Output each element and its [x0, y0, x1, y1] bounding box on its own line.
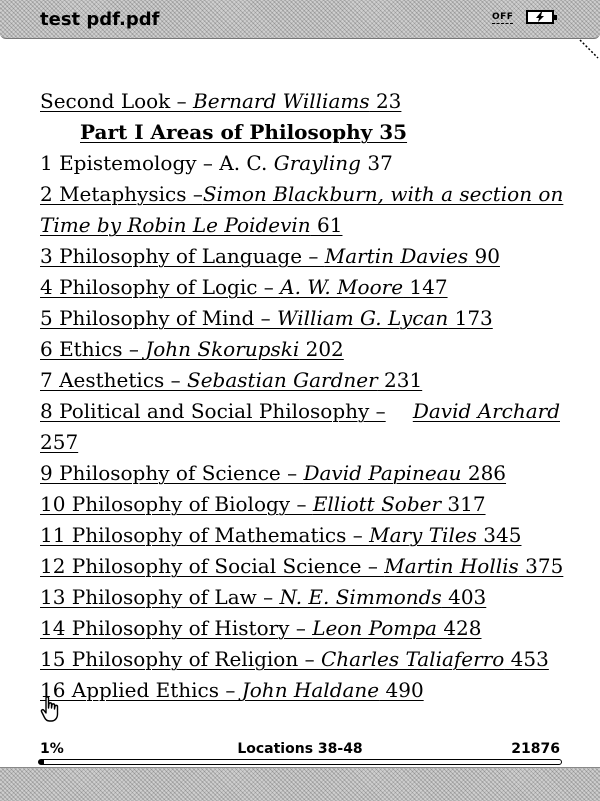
toc-entry[interactable] — [40, 520, 560, 551]
toc-entry[interactable] — [40, 396, 560, 427]
toc-author: Mary Tiles — [369, 523, 477, 547]
toc-text: 11 Philosophy of Mathematics – — [40, 523, 370, 547]
toc-entry[interactable] — [40, 644, 560, 675]
toc-author: John Haldane — [241, 678, 380, 702]
toc-text: 23 — [369, 89, 402, 113]
toc-text: 5 Philosophy of Mind – — [40, 306, 277, 330]
toc-text: 317 — [441, 492, 486, 516]
toc-author: Martin Hollis — [384, 554, 519, 578]
toc-entry[interactable] — [40, 582, 560, 613]
toc-text: 13 Philosophy of Law – — [40, 585, 280, 609]
progress-percent: 1% — [40, 741, 64, 757]
toc-entry[interactable] — [40, 179, 564, 210]
toc-author: Sebastian Gardner — [187, 368, 378, 392]
reading-progress-bar — [38, 759, 562, 765]
toc-author: Leon Pompa — [312, 616, 437, 640]
toc-entry[interactable] — [40, 241, 560, 272]
toc-text: 345 — [476, 523, 522, 547]
toc-text: 90 — [468, 244, 500, 268]
toc-text: 147 — [403, 275, 448, 299]
toc-author: Bernard Williams — [193, 89, 370, 113]
toc-text: Part I Areas of Philosophy 35 — [80, 120, 408, 144]
location-range: Locations 38-48 — [237, 741, 363, 757]
toc-text: 490 — [379, 678, 424, 702]
toc-entry[interactable] — [40, 458, 560, 489]
toc-entry[interactable] — [40, 675, 560, 706]
toc-text: Second Look – — [40, 89, 194, 113]
toc-author: Time by Robin Le Poidevin — [40, 213, 311, 237]
toc-entry[interactable] — [40, 272, 560, 303]
toc-author: William G. Lycan — [276, 306, 449, 330]
toc-text: 4 Philosophy of Logic – — [40, 275, 281, 299]
toc-author: John Skorupski — [145, 337, 300, 361]
title-bar — [0, 0, 600, 39]
toc-author: Martin Davies — [324, 244, 469, 268]
toc-text: 15 Philosophy of Religion – — [40, 647, 321, 671]
total-locations: 21876 — [511, 741, 560, 757]
toc-text: 2 Metaphysics – — [40, 182, 203, 206]
toc-author: David Archard — [412, 399, 560, 423]
toc-text: 202 — [299, 337, 344, 361]
toc-entry — [40, 148, 560, 179]
toc-entry[interactable] — [40, 86, 560, 117]
toc-author: Elliott Sober — [312, 492, 442, 516]
toc-author: David Papineau — [303, 461, 462, 485]
toc-text: 16 Applied Ethics – — [40, 678, 242, 702]
toc-text: 3 Philosophy of Language – — [40, 244, 325, 268]
toc-text: 10 Philosophy of Biology – — [40, 492, 313, 516]
toc-entry[interactable] — [40, 365, 560, 396]
table-of-contents — [40, 86, 564, 706]
toc-entry[interactable] — [40, 427, 560, 458]
toc-entry[interactable] — [40, 210, 560, 241]
wireless-off-icon: OFF — [492, 12, 514, 22]
toc-text: 173 — [448, 306, 493, 330]
toc-text: 1 Epistemology – A. C. — [40, 151, 274, 175]
toc-text: 37 — [361, 151, 393, 175]
toc-text: 375 — [518, 554, 564, 578]
toc-text: 231 — [377, 368, 423, 392]
document-title: test pdf.pdf — [40, 9, 160, 30]
toc-entry[interactable] — [40, 551, 564, 582]
toc-entry[interactable] — [40, 613, 560, 644]
hand-pointer-icon — [40, 695, 66, 723]
toc-text: 453 — [504, 647, 549, 671]
toc-text: 8 Political and Social Philosophy – — [40, 399, 386, 423]
toc-text: 14 Philosophy of History – — [40, 616, 313, 640]
toc-text: 12 Philosophy of Social Science – — [40, 554, 385, 578]
bookmark-corner-icon[interactable] — [578, 38, 600, 60]
toc-text: 286 — [461, 461, 507, 485]
bottom-bezel-bar — [0, 767, 600, 801]
toc-text: 403 — [441, 585, 487, 609]
toc-text: 428 — [436, 616, 482, 640]
toc-author: A. W. Moore — [280, 275, 404, 299]
toc-text: 6 Ethics – — [40, 337, 146, 361]
toc-author: Simon Blackburn, with a section on — [202, 182, 564, 206]
toc-author: Grayling — [273, 151, 361, 175]
toc-part-heading[interactable] — [40, 117, 560, 148]
toc-entry[interactable] — [40, 303, 560, 334]
toc-text: 257 — [40, 430, 79, 454]
toc-entry[interactable] — [40, 334, 560, 365]
toc-author: N. E. Simmonds — [279, 585, 442, 609]
toc-text: 61 — [310, 213, 343, 237]
progress-fill — [39, 760, 44, 764]
toc-text: 7 Aesthetics – — [40, 368, 187, 392]
battery-charging-icon — [526, 10, 554, 24]
toc-text: 9 Philosophy of Science – — [40, 461, 304, 485]
toc-entry[interactable] — [40, 489, 560, 520]
toc-author: Charles Taliaferro — [320, 647, 505, 671]
